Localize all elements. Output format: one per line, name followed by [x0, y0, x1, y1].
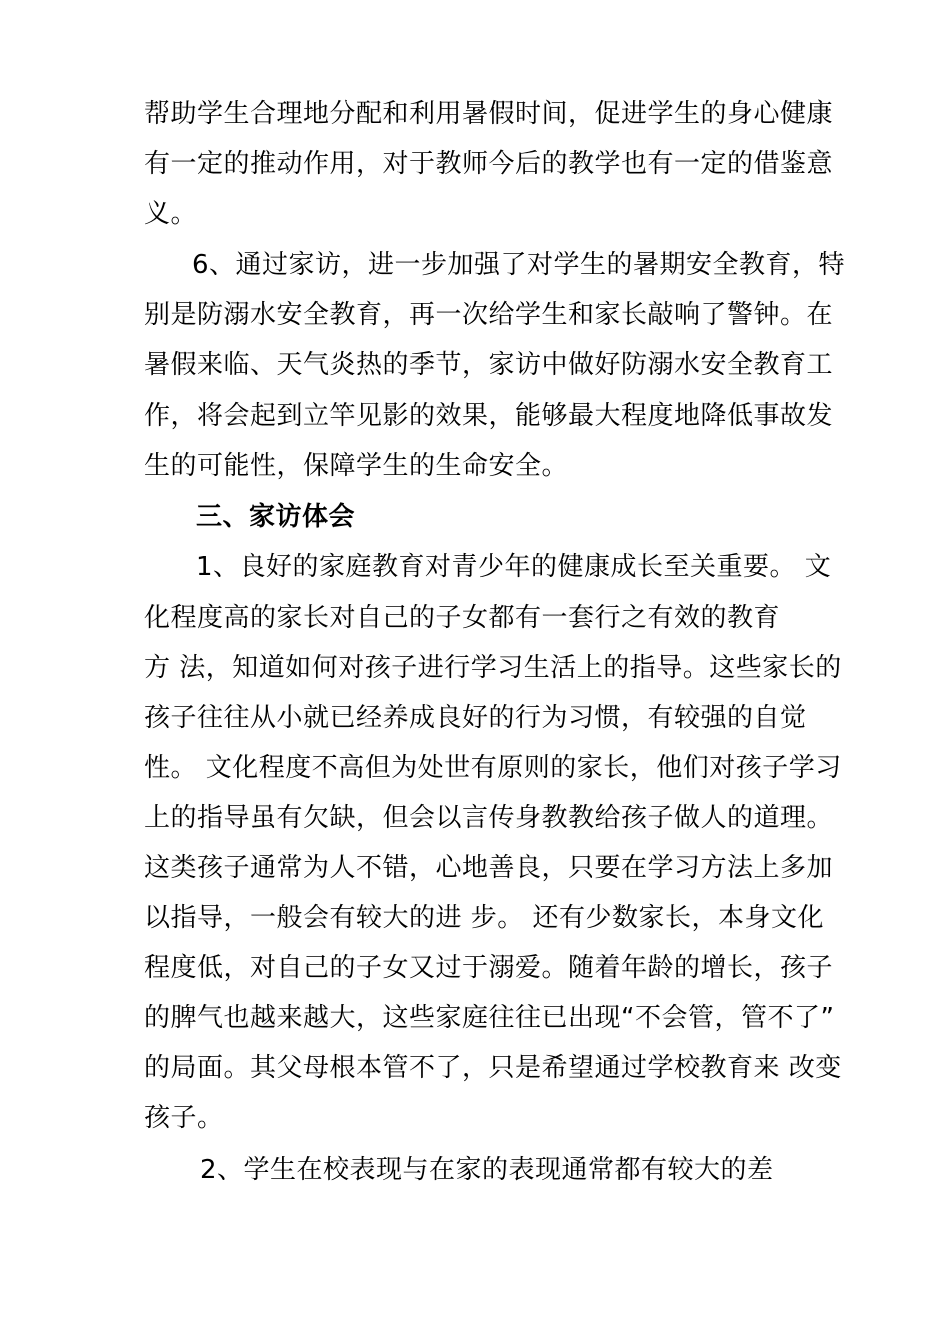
paragraph-line: 性。 文化程度不高但为处世有原则的家长，他们对孩子学习 [144, 753, 842, 783]
paragraph-line: 的局面。其父母根本管不了，只是希望通过学校教育来 改变 [144, 1053, 842, 1083]
paragraph-line: 孩子。 [144, 1103, 224, 1133]
paragraph-line: 1、良好的家庭教育对青少年的健康成长至关重要。 文 [196, 552, 832, 582]
paragraph-line: 帮助学生合理地分配和利用暑假时间，促进学生的身心健康 [144, 99, 834, 129]
paragraph-line: 暑假来临、天气炎热的季节，家访中做好防溺水安全教育工 [144, 350, 834, 380]
paragraph-line: 孩子往往从小就已经养成良好的行为习惯，有较强的自觉 [144, 703, 807, 733]
paragraph-line: 化程度高的家长对自己的子女都有一套行之有效的教育 [144, 603, 781, 633]
paragraph-line: 上的指导虽有欠缺，但会以言传身教教给孩子做人的道理。 [144, 803, 834, 833]
paragraph-line: 2、学生在校表现与在家的表现通常都有较大的差 [200, 1155, 774, 1185]
paragraph-line: 这类孩子通常为人不错，心地善良，只要在学习方法上多加 [144, 853, 834, 883]
paragraph-line: 作，将会起到立竿见影的效果，能够最大程度地降低事故发 [144, 401, 834, 431]
paragraph-line: 义。 [144, 199, 198, 229]
paragraph-line: 的脾气也越来越大，这些家庭往往已出现“不会管，管不了” [144, 1003, 835, 1033]
paragraph-line: 别是防溺水安全教育，再一次给学生和家长敲响了警钟。在 [144, 300, 834, 330]
paragraph-line: 以指导，一般会有较大的进 步。 还有少数家长，本身文化 [144, 903, 825, 933]
section-heading: 三、家访体会 [196, 502, 356, 532]
paragraph-line: 程度低，对自己的子女又过于溺爱。随着年龄的增长，孩子 [144, 953, 834, 983]
paragraph-line: 生的可能性，保障学生的生命安全。 [144, 451, 569, 481]
paragraph-line: 方 法，知道如何对孩子进行学习生活上的指导。这些家长的 [144, 653, 842, 683]
paragraph-line: 有一定的推动作用，对于教师今后的教学也有一定的借鉴意 [144, 149, 834, 179]
paragraph-line: 6、通过家访，进一步加强了对学生的暑期安全教育，特 [192, 250, 846, 280]
